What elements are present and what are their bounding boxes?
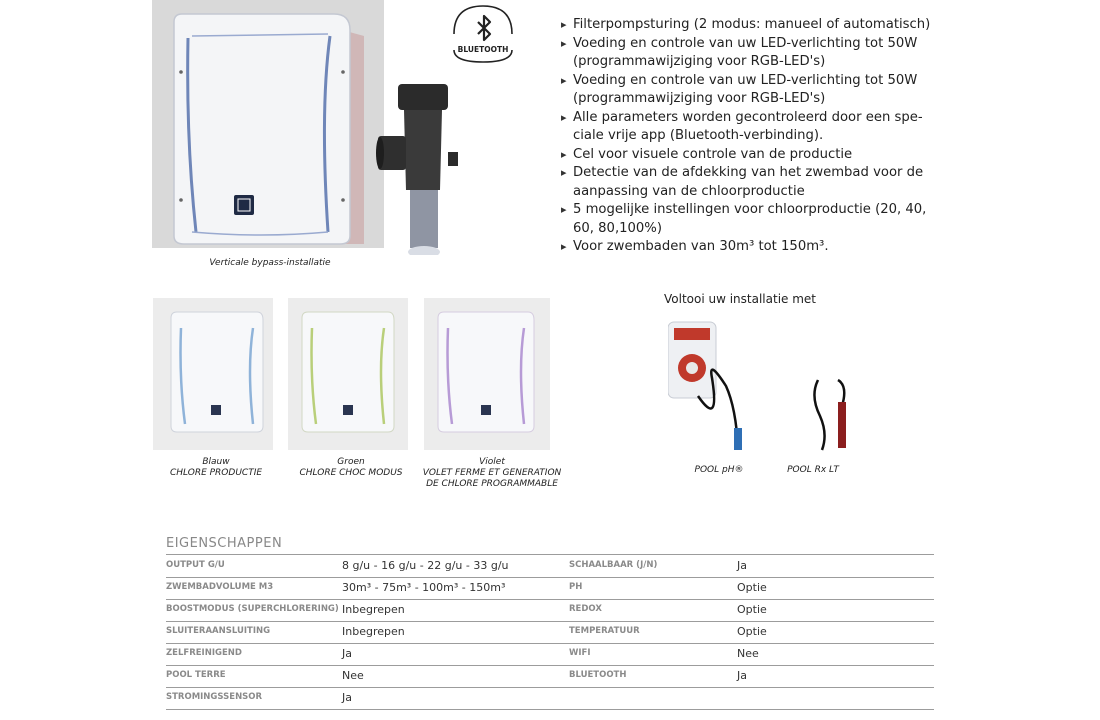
spec-value: Ja (737, 559, 747, 572)
spec-row (166, 578, 934, 600)
feature-item: ▸ Detectie van de afdekking van het zwembad voor de aanpassing van de chloorproductie (561, 164, 931, 201)
feature-item: ▸ Cel voor visuele controle van de productie (561, 146, 931, 165)
spec-label: POOL TERRE (166, 670, 226, 680)
spec-row (166, 666, 934, 688)
spec-value: Ja (342, 647, 352, 660)
spec-label: BLUETOOTH (569, 670, 627, 680)
variant-blue-caption (153, 457, 279, 479)
variant-green-image (288, 298, 408, 450)
variant-blue-image (153, 298, 273, 450)
spec-label: OUTPUT G/U (166, 560, 225, 570)
spec-value: Ja (737, 669, 747, 682)
spec-label: BOOSTMODUS (SUPERCHLORERING) (166, 604, 339, 614)
spec-label: STROMINGSSENSOR (166, 692, 263, 702)
variant-green-caption (288, 457, 414, 479)
spec-label: SLUITERAANSLUITING (166, 626, 271, 636)
spec-row (166, 688, 934, 710)
bluetooth-label: BLUETOOTH (457, 45, 509, 54)
main-image-caption: Verticale bypass-installatie (209, 258, 331, 268)
variant-color-name: Groen (337, 457, 365, 467)
feature-item: ▸ Voor zwembaden van 30m³ tot 150m³. (561, 238, 931, 257)
spec-value: Optie (737, 603, 767, 616)
spec-label: REDOX (569, 604, 602, 614)
accessories-heading: Voltooi uw installatie met (664, 292, 817, 306)
feature-item: ▸ Filterpompsturing (2 modus: manueel of automatisch) (561, 16, 931, 35)
spec-label: WIFI (569, 648, 591, 658)
spec-value: 30m³ - 75m³ - 100m³ - 150m³ (342, 581, 506, 594)
spec-label: ZELFREINIGEND (166, 648, 242, 658)
spec-row (166, 622, 934, 644)
variant-color-name: Violet (479, 457, 505, 467)
feature-item: ▸ Voeding en controle van uw LED-verlichting tot 50W (programmawijziging voor RGB-LED's) (561, 72, 931, 109)
variant-color-name: Blauw (202, 457, 230, 467)
spec-value: Optie (737, 581, 767, 594)
spec-row (166, 644, 934, 666)
specs-title-rule (166, 554, 934, 555)
feature-list (561, 16, 931, 257)
spec-value: Optie (737, 625, 767, 638)
spec-label: PH (569, 582, 583, 592)
spec-label: SCHAALBAAR (J/N) (569, 560, 658, 570)
spec-value: 8 g/u - 16 g/u - 22 g/u - 33 g/u (342, 559, 509, 572)
spec-label: ZWEMBADVOLUME M3 (166, 582, 274, 592)
bluetooth-icon (478, 16, 490, 40)
variant-violet-caption (416, 457, 568, 490)
feature-item: ▸ Voeding en controle van uw LED-verlichting tot 50W (programmawijziging voor RGB-LED's) (561, 35, 931, 72)
variant-mode: VOLET FERME ET GENERATION DE CHLORE PROGRAMMABLE (422, 468, 562, 489)
bluetooth-badge (452, 4, 514, 64)
spec-value: Ja (342, 691, 352, 704)
spec-value: Nee (342, 669, 364, 682)
variant-mode: CHLORE PRODUCTIE (169, 468, 263, 478)
feature-item: ▸ 5 mogelijke instellingen voor chloorproductie (20, 40, 60, 80,100%) (561, 201, 931, 238)
accessory-ph-label: POOL pH® (694, 465, 744, 475)
feature-item: ▸ Alle parameters worden gecontroleerd door een spe-ciale vrije app (Bluetooth-verbinding). (561, 109, 931, 146)
variant-violet-image (424, 298, 550, 450)
spec-row (166, 556, 934, 578)
specs-title: EIGENSCHAPPEN (166, 536, 283, 551)
accessory-rx-image (808, 376, 858, 454)
accessory-rx-label: POOL Rx LT (787, 465, 839, 475)
spec-row (166, 600, 934, 622)
spec-value: Nee (737, 647, 759, 660)
spec-value: Inbegrepen (342, 603, 405, 616)
spec-label: TEMPERATUUR (569, 626, 640, 636)
accessory-ph-image (668, 318, 776, 454)
spec-value: Inbegrepen (342, 625, 405, 638)
variant-mode: CHLORE CHOC MODUS (299, 468, 403, 478)
